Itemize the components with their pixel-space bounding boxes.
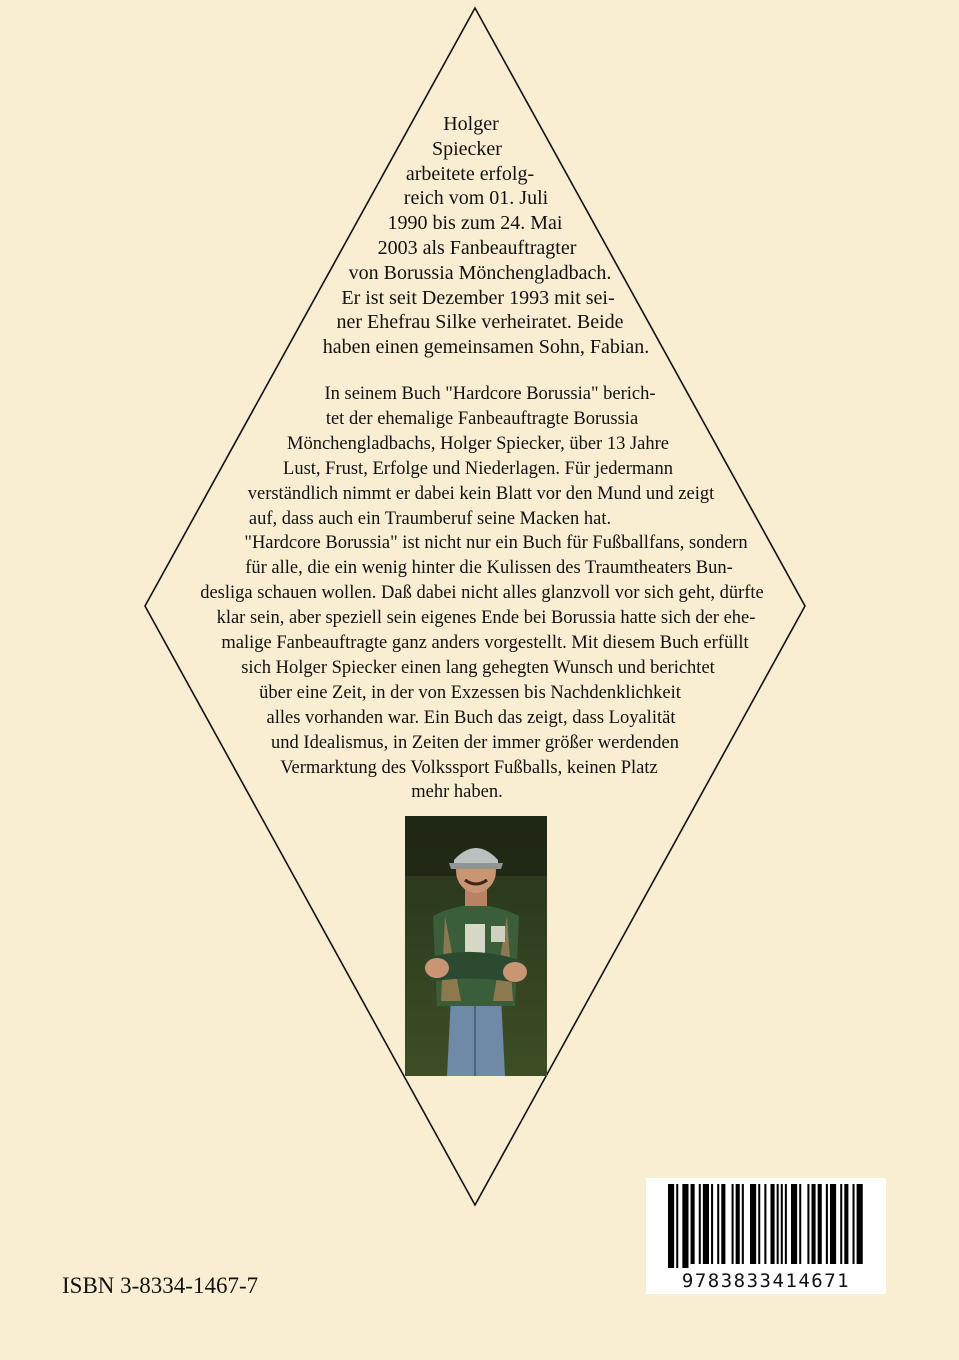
barcode-bar: [853, 1184, 855, 1264]
barcode-bar: [830, 1184, 836, 1264]
barcode-bar: [844, 1184, 848, 1264]
blurb-line: Lust, Frust, Erfolge und Niederlagen. Für jedermann: [283, 458, 673, 479]
barcode-bar: [736, 1184, 740, 1264]
blurb-line: für alle, die ein wenig hinter die Kulissen des Traumtheaters Bun-: [245, 558, 733, 579]
blurb-line: klar sein, aber speziell sein eigenes Ende bei Borussia hatte sich der ehe-: [216, 608, 756, 629]
barcode-digits: 9783833414671: [681, 1270, 851, 1292]
blurb-line: malige Fanbeauftragte ganz anders vorgestellt. Mit diesem Buch erfüllt: [221, 633, 749, 653]
barcode-bar: [699, 1184, 701, 1264]
bio-line: 2003 als Fanbeauftragter: [377, 237, 577, 259]
barcode-bar: [668, 1184, 674, 1268]
barcode-bar: [807, 1184, 809, 1264]
bio-line: reich vom 01. Juli: [403, 187, 549, 210]
bio-line: von Borussia Mönchengladbach.: [348, 261, 612, 284]
barcode-bar: [791, 1184, 797, 1264]
bio-line: ner Ehefrau Silke verheiratet. Beide: [336, 311, 624, 334]
bio-line: Spiecker: [432, 137, 502, 160]
blurb-line: verständlich nimmt er dabei kein Blatt vor den Mund und zeigt: [247, 483, 715, 504]
barcode-bar: [711, 1184, 713, 1264]
barcode-bar: [781, 1184, 783, 1264]
blurb-line: "Hardcore Borussia" ist nicht nur ein Buch für Fußballfans, sondern: [244, 533, 748, 554]
barcode-bar: [818, 1184, 822, 1264]
blurb-line: alles vorhanden war. Ein Buch das zeigt, dass Loyalität: [266, 707, 676, 728]
barcode-bar: [750, 1184, 756, 1264]
bio-line: 1990 bis zum 24. Mai: [387, 212, 563, 235]
barcode-bar: [717, 1184, 719, 1264]
barcode-bar: [840, 1184, 842, 1264]
barcode-bar: [785, 1184, 787, 1264]
blurb-line: In seinem Buch "Hardcore Borussia" berich-: [324, 384, 656, 404]
barcode-bar: [732, 1184, 734, 1264]
barcode-bar: [703, 1184, 709, 1264]
author-photo: [405, 816, 547, 1076]
barcode-bar: [771, 1184, 775, 1264]
blurb-line: mehr haben.: [411, 782, 503, 803]
blurb-line: Vermarktung des Volkssport Fußballs, keinen Platz: [280, 757, 658, 778]
barcode-bar: [676, 1184, 678, 1268]
isbn-barcode: [646, 1178, 886, 1294]
barcode-bar: [682, 1184, 688, 1268]
barcode-bars: [646, 1178, 886, 1270]
barcode-bar: [812, 1184, 816, 1264]
barcode-bar: [758, 1184, 760, 1264]
barcode-bar: [721, 1184, 725, 1264]
barcode-bar: [826, 1184, 828, 1264]
blurb-line: und Idealismus, in Zeiten der immer größer werdenden: [271, 732, 679, 753]
barcode-bar: [799, 1184, 801, 1264]
blurb-line: über eine Zeit, in der von Exzessen bis Nachdenklichkeit: [259, 682, 681, 703]
barcode-bar: [764, 1184, 766, 1264]
blurb-line: tet der ehemalige Fanbeauftragte Borussia: [325, 408, 639, 429]
bio-line: haben einen gemeinsamen Sohn, Fabian.: [322, 336, 650, 359]
bio-line: arbeitete erfolg-: [405, 162, 535, 185]
bio-line: Holger: [443, 113, 499, 135]
barcode-bar: [777, 1184, 779, 1264]
blurb-line: auf, dass auch ein Traumberuf seine Macken hat.: [248, 508, 612, 529]
barcode-bar: [857, 1184, 863, 1264]
barcode-bar: [691, 1184, 695, 1264]
blurb-line: sich Holger Spiecker einen lang gehegten Wunsch und berichtet: [241, 657, 715, 678]
blurb-line: Mönchengladbachs, Holger Spiecker, über 13 Jahre: [287, 433, 669, 454]
isbn-number: ISBN 3-8334-1467-7: [62, 1273, 259, 1298]
bio-line: Er ist seit Dezember 1993 mit sei-: [341, 286, 615, 309]
barcode-bar: [742, 1184, 744, 1264]
blurb-line: desliga schauen wollen. Daß dabei nicht alles glanzvoll vor sich geht, dürfte: [200, 583, 764, 604]
